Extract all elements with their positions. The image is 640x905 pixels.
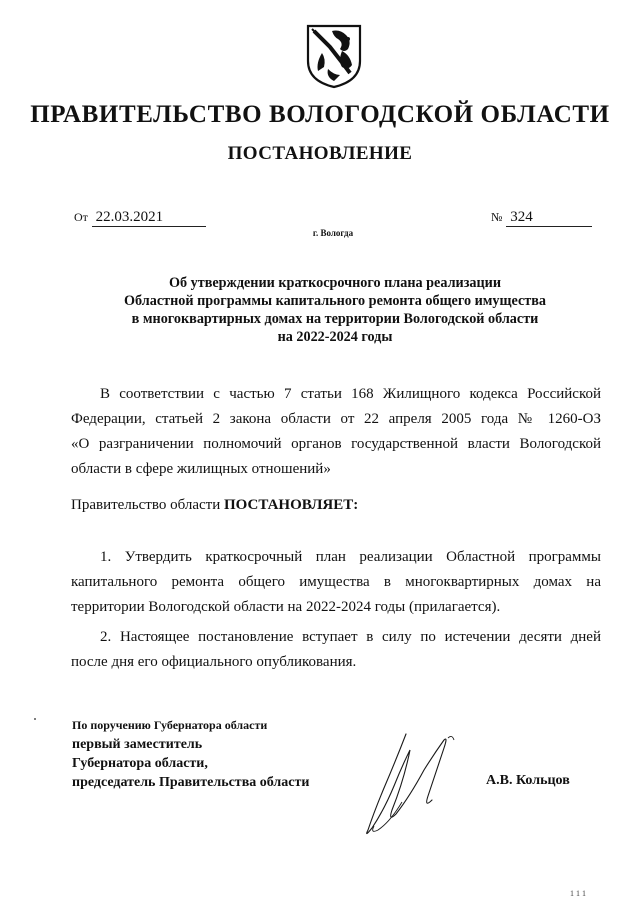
handwritten-signature-icon — [344, 730, 474, 840]
decree-word: ПОСТАНОВЛЯЕТ: — [223, 497, 359, 513]
signer-line: первый заместитель — [72, 737, 203, 752]
city: г. Вологда — [312, 228, 354, 238]
subject-line: в многоквартирных домах на территории Вологодской области — [131, 311, 539, 327]
signer-line: Губернатора области, — [72, 756, 208, 771]
signer-line: По поручению Губернатора области — [72, 718, 268, 732]
decree-item-2 — [71, 625, 601, 675]
signer-line: председатель Правительства области — [72, 775, 310, 790]
decree-line — [71, 493, 601, 518]
scan-dot — [34, 718, 36, 720]
preamble-line: Федерации, статьей 2 закона области от 22 апреля 2005 года № 1260-ОЗ — [71, 411, 601, 427]
preamble-line: области в сфере жилищных отношений» — [71, 461, 331, 477]
signer-position — [72, 716, 309, 792]
number-prefix: № — [491, 210, 503, 224]
preamble-line: «О разграничении полномочий органов государственной власти Вологодской — [71, 436, 601, 452]
decree-prefix: Правительство области — [71, 497, 221, 513]
item-line: 2. Настоящее постановление вступает в силу по истечении десяти дней — [100, 629, 601, 645]
page-mark: 1 1 1 — [570, 889, 586, 898]
subject-line: на 2022-2024 годы — [277, 329, 393, 345]
item-line: 1. Утвердить краткосрочный план реализации Областной программы — [100, 549, 601, 565]
document-date: 22.03.2021 — [92, 209, 206, 227]
document-subject — [90, 274, 580, 346]
item-line: территории Вологодской области на 2022-2024 годы (прилагается). — [71, 599, 501, 615]
signer-name: А.В. Кольцов — [486, 773, 570, 788]
document-number-row — [491, 209, 592, 227]
decree-item-1 — [71, 545, 601, 620]
subject-line: Об утверждении краткосрочного плана реализации — [168, 275, 502, 291]
subject-line: Областной программы капитального ремонта общего имущества — [124, 293, 546, 309]
preamble-line: В соответствии с частью 7 статьи 168 Жилищного кодекса Российской — [100, 386, 601, 402]
item-line: капитального ремонта общего имущества в многоквартирных домах на — [71, 574, 601, 590]
document-type: ПОСТАНОВЛЕНИЕ — [227, 143, 413, 164]
government-title: ПРАВИТЕЛЬСТВО ВОЛОГОДСКОЙ ОБЛАСТИ — [30, 101, 610, 128]
document-date-row — [74, 209, 206, 227]
vologda-coat-of-arms-icon — [304, 23, 364, 89]
item-line: после дня его официального опубликования. — [71, 654, 357, 670]
preamble-paragraph — [71, 382, 601, 482]
document-number: 324 — [506, 209, 592, 227]
date-prefix: От — [74, 210, 88, 224]
